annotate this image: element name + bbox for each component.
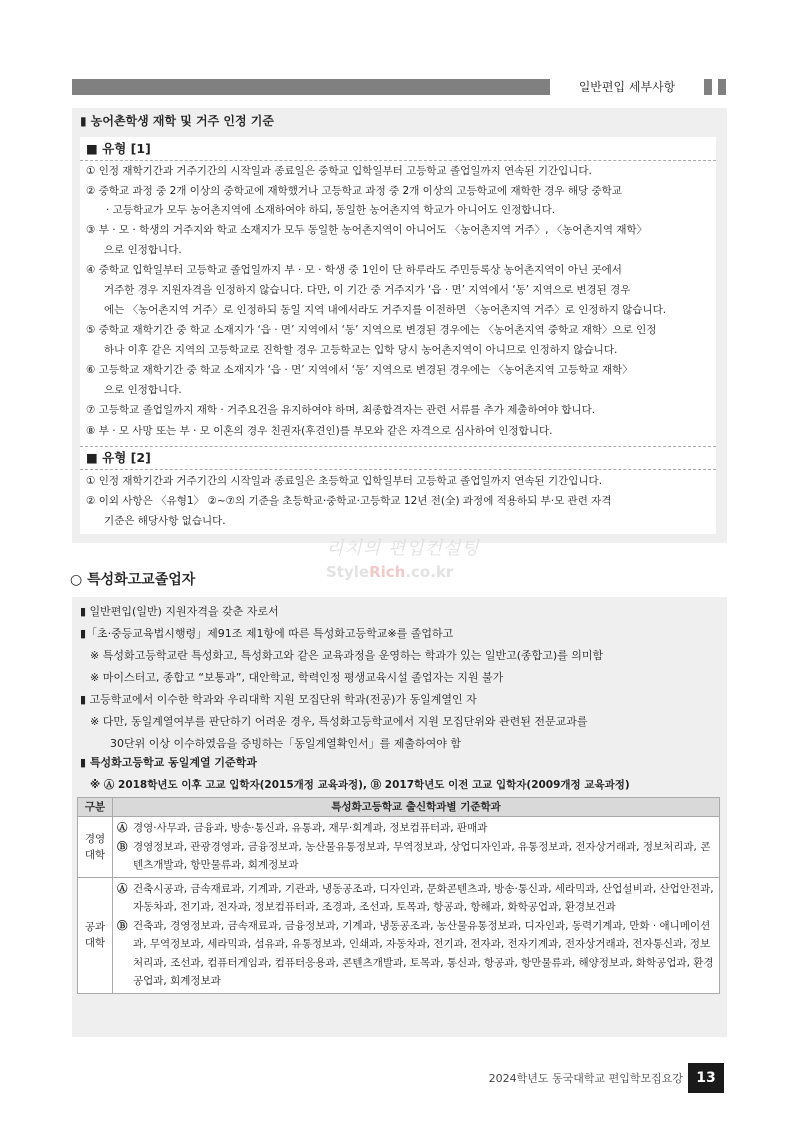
header-block-1	[704, 79, 712, 95]
type2-heading: ■ 유형 [2]	[86, 450, 151, 465]
type1-line: ⑤ 중학교 재학기간 중 학교 소재지가 ‘읍 · 면’ 지역에서 ‘동’ 지역으로 변경된 경우에는 〈농어촌지역 중학교 재학〉으로 인정	[86, 324, 657, 336]
type1-line: ① 인정 재학기간과 거주기간의 시작일과 종료일은 중학교 입학일부터 고등학교 졸업일까지 연속된 기간입니다.	[86, 165, 592, 177]
watermark-text: 리치의 편입컨설팅	[326, 538, 480, 559]
divider	[80, 469, 716, 470]
category-label: 경영 대학	[84, 832, 106, 861]
marker-b: Ⓑ	[117, 840, 128, 853]
type1-line: ④ 중학교 입학일부터 고등학교 졸업일까지 부 · 모 · 학생 중 1인이 단 하루라도 주민등록상 농어촌지역이 아닌 곳에서	[86, 264, 622, 276]
table-header-row	[78, 798, 720, 817]
requirement-item: ▮「초·중등교육법시행령」제91조 제1항에 따른 특성화고등학교※를 졸업하고	[80, 627, 454, 640]
category-cell	[78, 817, 113, 878]
type1-heading: ■ 유형 [1]	[86, 141, 151, 156]
marker-a: Ⓐ	[117, 822, 128, 834]
watermark-url: StyleRich.co.kr	[326, 563, 454, 581]
header-block-2	[718, 79, 726, 95]
column-header: 구분	[78, 798, 113, 817]
vocational-section-title: ○ 특성화고교졸업자	[70, 572, 196, 588]
type2-line: ② 이외 사항은 〈유형1〉 ②~⑦의 기준을 초등학교·중학교·고등학교 12년 전(全) 과정에 적용하되 부·모 관련 자격	[86, 495, 612, 507]
divider	[80, 160, 716, 161]
type2-line: 기준은 해당사항 없습니다.	[104, 515, 226, 527]
table-row	[78, 877, 720, 993]
type1-line: 으로 인정합니다.	[104, 244, 182, 256]
type1-line: ⑥ 고등학교 재학기간 중 학교 소재지가 ‘읍 · 면’ 지역에서 ‘동’ 지역으로 변경된 경우에는 〈농어촌지역 고등학교 재학〉	[86, 364, 633, 376]
type1-line: 에는 〈농어촌지역 거주〉로 인정하되 동일 지역 내에서라도 거주지를 이전하면 〈농어촌지역 거주〉로 인정하지 않습니다.	[104, 304, 667, 316]
criteria-note: ※ Ⓐ 2018학년도 이후 고교 입학자(2015개정 교육과정), Ⓑ 2017학년도 이전 고교 입학자(2009개정 교육과정)	[90, 779, 630, 791]
requirement-note: ※ 다만, 동일계열여부를 판단하기 어려운 경우, 특성화고등학교에서 지원 모집단위와 관련된 전문교과를	[90, 715, 588, 728]
type1-line: ② 중학교 과정 중 2개 이상의 중학교에 재학했거나 고등학교 과정 중 2개 이상의 고등학교에 재학한 경우 해당 중학교	[86, 185, 622, 197]
type1-line: · 고등학교가 모두 농어촌지역에 소재하여야 하되, 동일한 농어촌지역 학교가 아니어도 인정합니다.	[106, 204, 556, 216]
type1-line: ③ 부 · 모 · 학생의 거주지와 학교 소재지가 모두 동일한 농어촌지역이 아니어도 〈농어촌지역 거주〉, 〈농어촌지역 재학〉	[86, 224, 648, 236]
rural-criteria-title: ▮ 농어촌학생 재학 및 거주 인정 기준	[80, 114, 274, 128]
requirement-item: ▮ 일반편입(일반) 지원자격을 갖춘 자로서	[80, 605, 279, 618]
page-number: 13	[688, 1063, 724, 1093]
type1-line: ⑦ 고등학교 졸업일까지 재학 · 거주요건을 유지하여야 하며, 최종합격자는 관련 서류를 추가 제출하여야 합니다.	[86, 404, 596, 416]
requirement-note: ※ 특성화고등학교란 특성화고, 특성화고와 같은 교육과정을 운영하는 학과가 있는 일반고(종합고)를 의미함	[90, 649, 604, 662]
requirement-item: ▮ 고등학교에서 이수한 학과와 우리대학 지원 모집단위 학과(전공)가 동일계열인 자	[80, 693, 477, 706]
category-label: 공과 대학	[84, 921, 106, 949]
category-cell	[78, 877, 113, 993]
requirement-note: 30단위 이상 이수하였음을 증빙하는「동일계열확인서」를 제출하여야 함	[110, 737, 462, 750]
criteria-table	[77, 797, 720, 994]
departments-a: 경영·사무과, 금융과, 방송·통신과, 유통과, 재무·회계과, 정보컴퓨터과, 판매과	[133, 822, 488, 834]
departments-b: 건축과, 경영정보과, 금속재료과, 금융정보과, 기계과, 냉동공조과, 농산물유통정보과, 디자인과, 동력기계과, 만화 · 애니메이션과, 무역정보과, 세라믹과, 섬유과, 유통정보과, 인쇄과, 자동차과, 전기과, 전자과, 전자기계과, 전자상거래과, 전자통신과, 정보처리과, 조선과, 컴퓨터게임과, 컴퓨터응용과, 콘텐츠개발과, 토목과, 통신과, 항공과, 항만물류과, 해양정보과, 화학공업과, 환경공업과, 회계정보과	[133, 919, 714, 987]
department-cell	[113, 817, 720, 878]
criteria-heading: ▮ 특성화고등학교 동일계열 기준학과	[80, 756, 257, 769]
type1-line: 으로 인정합니다.	[104, 384, 182, 396]
type1-line: 하나 이후 같은 지역의 고등학교로 진학할 경우 고등학교는 입학 당시 농어촌지역이 아니므로 인정하지 않습니다.	[104, 344, 618, 356]
table-row	[78, 817, 720, 878]
header-bar	[72, 79, 550, 95]
marker-b: Ⓑ	[117, 919, 128, 932]
marker-a: Ⓐ	[117, 882, 128, 895]
department-cell	[113, 877, 720, 993]
header-label: 일반편입 세부사항	[578, 80, 676, 94]
type1-line: ⑧ 부 · 모 사망 또는 부 · 모 이혼의 경우 친권자(후견인)를 부모와 같은 자격으로 심사하여 인정합니다.	[86, 425, 553, 437]
requirement-note: ※ 마이스터고, 종합고 “보통과”, 대안학교, 학력인정 평생교육시설 졸업자는 지원 불가	[90, 671, 504, 684]
departments-a: 건축시공과, 금속재료과, 기계과, 기관과, 냉동공조과, 디자인과, 문화콘텐츠과, 방송·통신과, 세라믹과, 산업설비과, 산업안전과, 자동차과, 전기과, 전자과, 정보컴퓨터과, 조경과, 조선과, 토목과, 항공과, 항해과, 화학공업과, 환경보건과	[133, 882, 714, 913]
divider	[80, 446, 716, 447]
departments-b: 경영정보과, 관광경영과, 금융정보과, 농산물유통정보과, 무역정보과, 상업디자인과, 유통정보과, 전자상거래과, 정보처리과, 콘텐츠개발과, 항만물류과, 회계정보과	[133, 840, 711, 871]
type2-line: ① 인정 재학기간과 거주기간의 시작일과 종료일은 초등학교 입학일부터 고등학교 졸업일까지 연속된 기간입니다.	[86, 475, 603, 487]
column-header: 특성화고등학교 출신학과별 기준학과	[113, 798, 720, 817]
footer-label: 2024학년도 동국대학교 편입학모집요강	[488, 1072, 683, 1085]
type1-line: 거주한 경우 지원자격을 인정하지 않습니다. 다만, 이 기간 중 거주지가 ‘읍 · 면’ 지역에서 ‘동’ 지역으로 변경된 경우	[104, 284, 631, 296]
